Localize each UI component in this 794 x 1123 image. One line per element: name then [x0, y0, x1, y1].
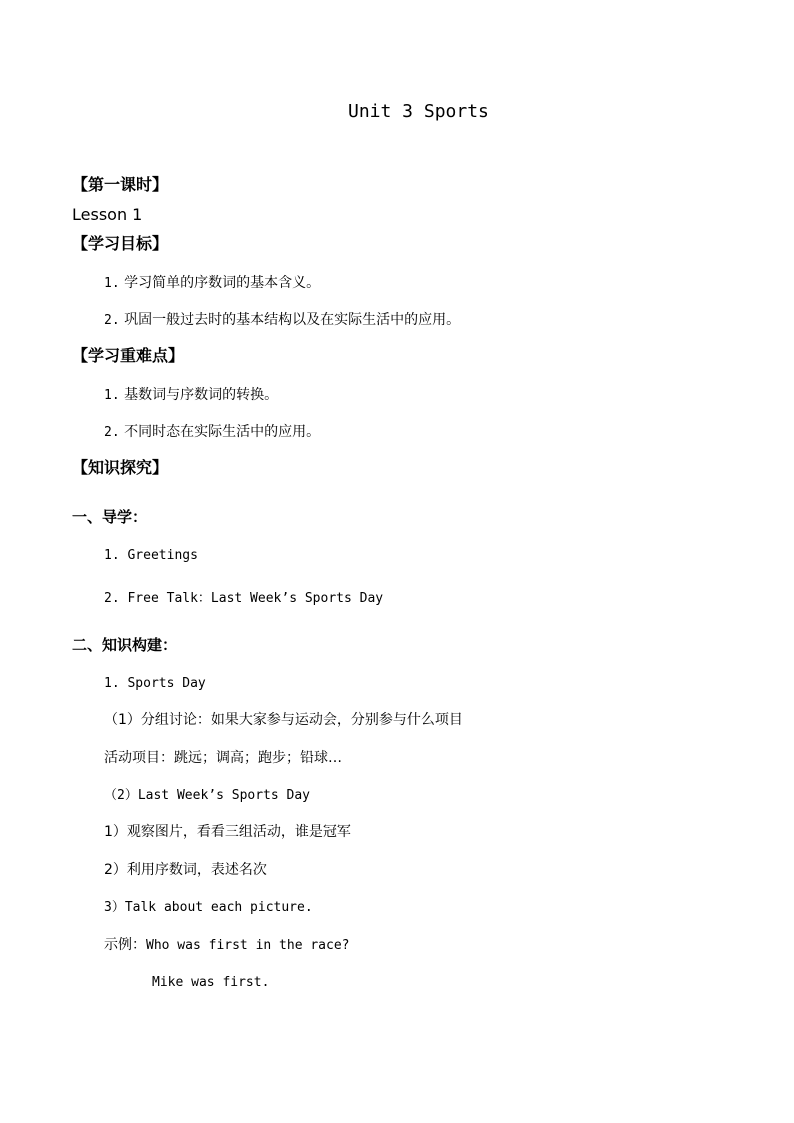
part1-item: [104, 592, 383, 605]
part2-item: [104, 677, 206, 690]
explore-heading: 【知识探究】: [72, 458, 169, 477]
part1-item-number: 1.: [104, 548, 120, 563]
keypoints-heading: 【学习重难点】: [72, 346, 185, 365]
part2-item-text: Sports Day: [127, 676, 206, 691]
objective-number: 2.: [104, 313, 120, 328]
example-label: 示例：: [104, 937, 146, 953]
objective-text: 巩固一般过去时的基本结构以及在实际生活中的应用。: [124, 312, 461, 328]
step-3: 3）Talk about each picture.: [104, 900, 313, 915]
objective-number: 1.: [104, 276, 120, 291]
keypoint-number: 1.: [104, 388, 120, 403]
example-question: [104, 938, 350, 952]
part2-heading: 二、知识构建：: [72, 636, 178, 654]
step-1: 1）观察图片，看看三组活动，谁是冠军: [104, 824, 351, 840]
part1-item: [104, 549, 198, 562]
example-answer: Mike was first.: [152, 975, 270, 990]
part1-item-text: Greetings: [127, 548, 198, 563]
document-title: Unit 3 Sports: [348, 101, 489, 122]
activities-line: 活动项目：跳远；调高；跑步；铅球…: [104, 750, 342, 766]
objective-item: [104, 313, 460, 327]
keypoint-number: 2.: [104, 425, 120, 440]
part2-subitem-2: （2）Last Week’s Sports Day: [104, 788, 311, 803]
part1-item-text: Free Talk：Last Week’s Sports Day: [127, 591, 384, 606]
step-2: 2）利用序数词，表述名次: [104, 862, 267, 878]
keypoint-item: [104, 388, 278, 402]
part1-item-number: 2.: [104, 591, 120, 606]
part2-subitem-1: （1）分组讨论：如果大家参与运动会，分别参与什么项目: [104, 712, 463, 728]
part1-heading: 一、导学：: [72, 508, 148, 526]
keypoint-item: [104, 425, 320, 439]
keypoint-text: 不同时态在实际生活中的应用。: [124, 424, 321, 440]
lesson-label: Lesson 1: [72, 205, 143, 224]
objective-item: [104, 276, 320, 290]
keypoint-text: 基数词与序数词的转换。: [124, 387, 279, 403]
part2-item-number: 1.: [104, 676, 120, 691]
period-heading: 【第一课时】: [72, 175, 169, 194]
objective-text: 学习简单的序数词的基本含义。: [124, 275, 321, 291]
example-question-text: Who was first in the race?: [146, 938, 350, 953]
objectives-heading: 【学习目标】: [72, 234, 169, 253]
